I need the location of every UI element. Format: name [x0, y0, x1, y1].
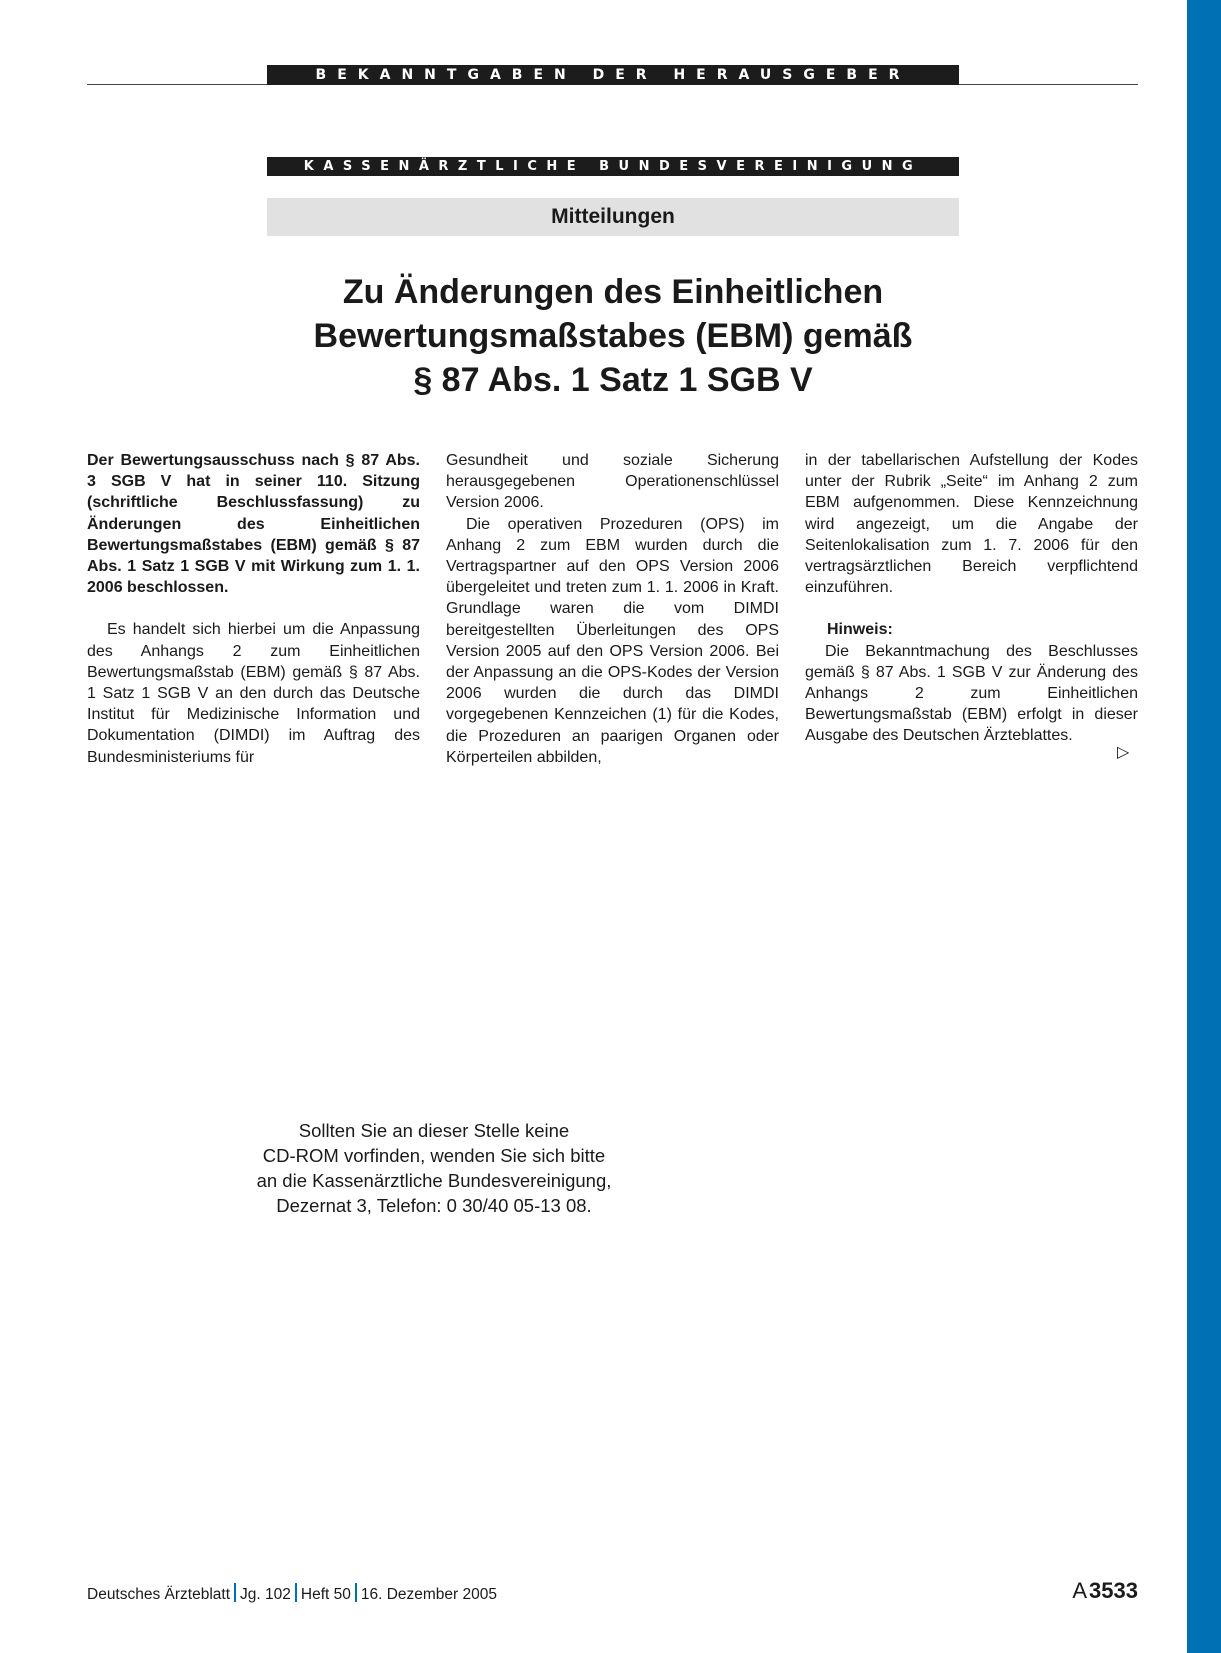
edge-color-bar [1187, 0, 1221, 1653]
text-column-1 [87, 450, 420, 768]
paragraph-spacer [87, 598, 420, 619]
lead-paragraph: Der Bewertungsausschuss nach § 87 Abs. 3 SGB V hat in seiner 110. Sitzung (schriftliche Beschlussfassung) zu Änderungen des Einheitlichen Bewertungsmaßstabes (EBM) gemäß § 87 Abs. 1 Satz 1 SGB V mit Wirkung zum 1. 1. 2006 beschlossen. [87, 452, 420, 597]
hint-paragraph: Die Bekanntmachung des Beschlusses gemäß § 87 Abs. 1 SGB V zur Änderung des Anhangs 2 zum Einheitlichen Bewertungsmaßstab (EBM) erfolgt in dieser Ausgabe des Deutschen Ärzteblattes. [805, 642, 1138, 745]
text-column-3 [805, 450, 1138, 747]
organization-banner: KASSENÄRZTLICHE BUNDESVEREINIGUNG [267, 157, 959, 176]
page-number-value: 3533 [1089, 1578, 1138, 1603]
headline-line: § 87 Abs. 1 Satz 1 SGB V [413, 361, 813, 399]
body-paragraph-2-continued: in der tabellarischen Aufstellung der Kodes unter der Rubrik „Seite“ im Anhang 2 zum EBM aufgenommen. Diese Kennzeichnung wird angezeigt, um die Angabe der Seitenlokalisation zum 1. 7. 2006 für den vertragsärztlichen Bereich verpflichtend einzuführen. [805, 452, 1138, 597]
notice-line: an die Kassenärztliche Bundesvereinigung, [256, 1170, 612, 1191]
journal-name: Deutsches Ärzteblatt [87, 1586, 231, 1603]
issue-date: 16. Dezember 2005 [360, 1586, 497, 1603]
text-column-2 [446, 450, 779, 768]
notice-line: Sollten Sie an dieser Stelle keine [298, 1120, 570, 1141]
footer-separator [295, 1583, 297, 1602]
page-footer [87, 1583, 497, 1604]
footer-separator [355, 1583, 357, 1602]
page-prefix: A [1072, 1578, 1088, 1603]
body-paragraph-2: Die operativen Prozeduren (OPS) im Anhang 2 zum EBM wurden durch die Vertragspartner auf den OPS Version 2006 übergeleitet und treten zum 1. 1. 2006 in Kraft. Grundlage waren die vom DIMDI bereitgestellten Überleitungen des OPS Version 2005 auf den OPS Version 2006. Bei der Anpassung an die OPS-Kodes der Version 2006 wurden die durch das DIMDI vorgegebenen Kennzeichen (1) für die Kodes, die Prozeduren an paarigen Organen oder Körperteilen abbilden, [446, 515, 779, 766]
body-paragraph-1: Es handelt sich hierbei um die Anpassung des Anhangs 2 zum Einheitlichen Bewertungsmaßstab (EBM) gemäß § 87 Abs. 1 Satz 1 SGB V an den durch das Deutsche Institut für Medizinische Information und Dokumentation (DIMDI) im Auftrag des Bundesministeriums für [87, 621, 420, 766]
paragraph-spacer [805, 598, 1138, 619]
article-headline [150, 270, 1076, 402]
cd-rom-notice [234, 1118, 634, 1218]
section-label: Mitteilungen [267, 198, 959, 236]
page-number [1072, 1578, 1138, 1604]
notice-line: CD-ROM vorfinden, wenden Sie sich bitte [262, 1145, 606, 1166]
body-paragraph-1-continued: Gesundheit und soziale Sicherung herausgegebenen Operationenschlüssel Version 2006. [446, 452, 779, 512]
footer-separator [234, 1583, 236, 1602]
journal-issue: Heft 50 [300, 1586, 351, 1603]
journal-volume: Jg. 102 [240, 1586, 291, 1603]
continue-arrow-icon: ▷ [1117, 742, 1130, 761]
headline-line: Bewertungsmaßstabes (EBM) gemäß [313, 317, 913, 355]
hint-heading: Hinweis: [827, 621, 893, 639]
headline-line: Zu Änderungen des Einheitlichen [342, 273, 884, 311]
notice-line: Dezernat 3, Telefon: 0 30/40 05-13 08. [276, 1195, 592, 1216]
publisher-banner: BEKANNTGABEN DER HERAUSGEBER [267, 65, 959, 85]
